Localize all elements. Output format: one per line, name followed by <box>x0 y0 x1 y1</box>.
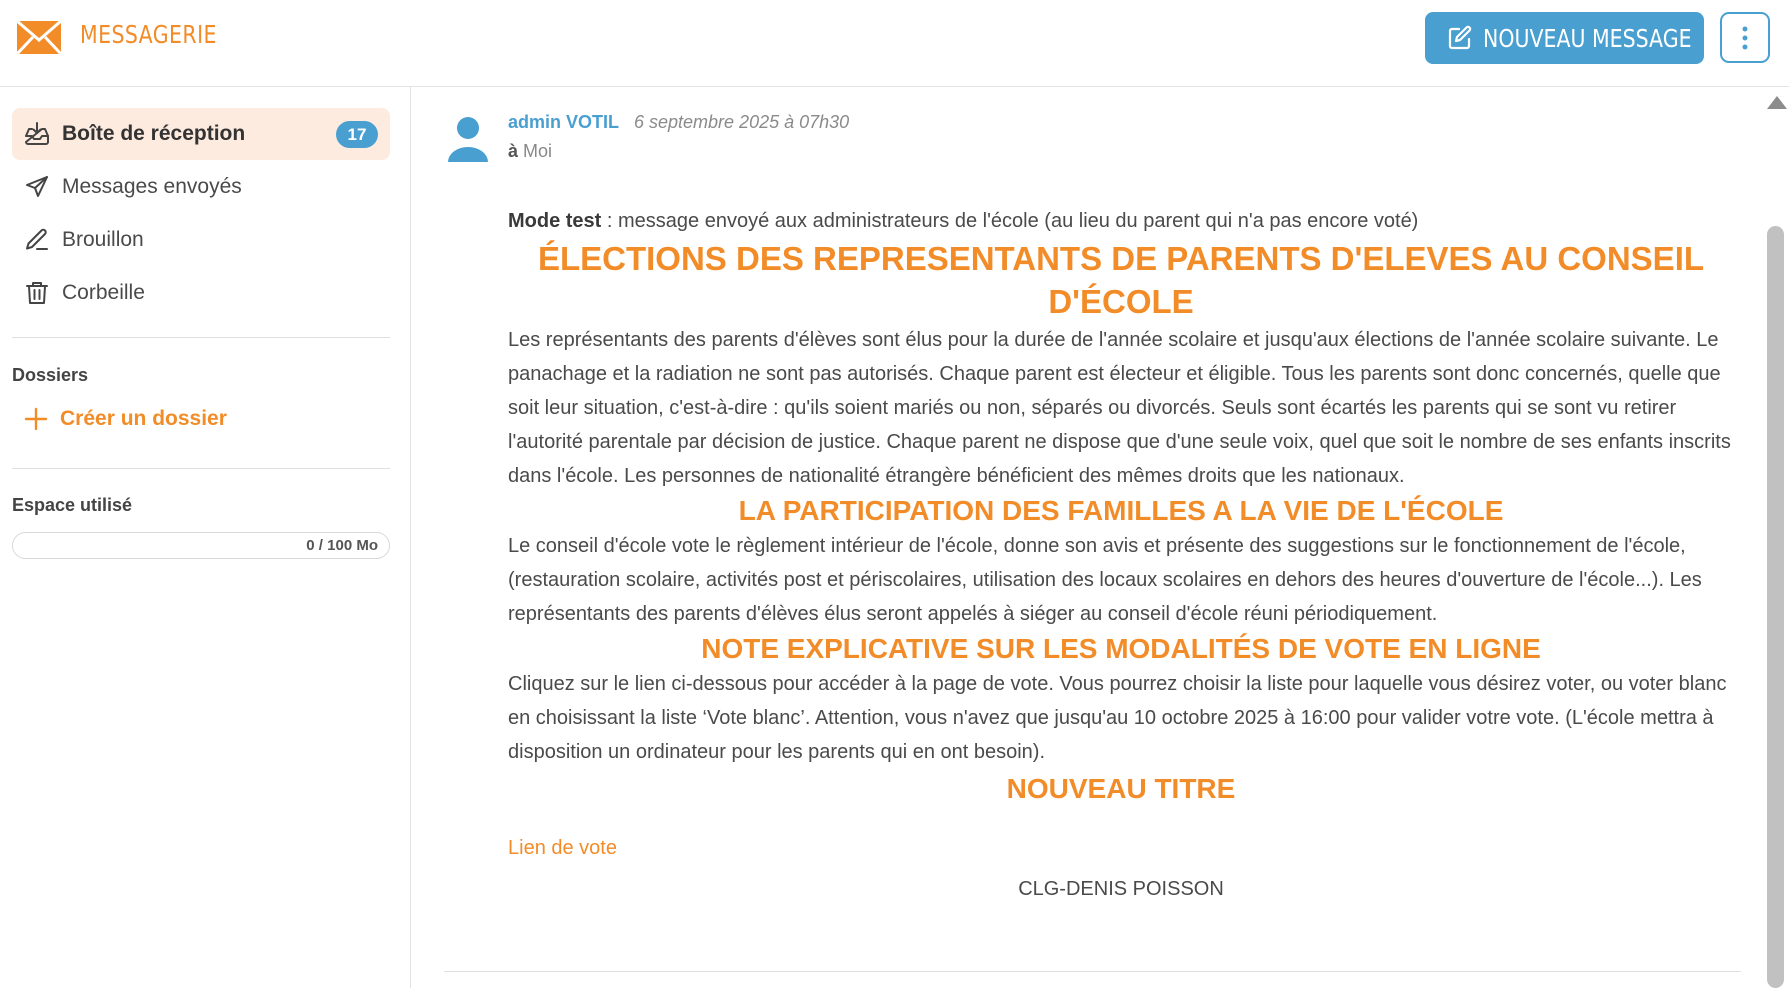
avatar-icon <box>446 116 490 162</box>
message-title: ÉLECTIONS DES REPRESENTANTS DE PARENTS D'ELEVES AU CONSEIL D'ÉCOLE <box>537 240 1705 320</box>
pencil-icon <box>24 227 50 253</box>
send-icon <box>24 174 50 200</box>
unread-count-badge: 17 <box>336 121 378 148</box>
paragraph-participation: Le conseil d'école vote le règlement intérieur de l'école, donne son avis et présente des suggestions sur le fonctionnement de l'école, (restauration scolaire, activités post et périscolaires, utilisation des locaux scolaires en dehors des heures d'ouverture de l'école...). Les représentants des parents d'élèves élus seront appelés à siéger au conseil d'école réuni périodiquement. <box>508 535 1702 625</box>
recipient-line <box>508 141 552 162</box>
sidebar <box>0 87 411 988</box>
folders-heading: Dossiers <box>12 365 89 385</box>
inbox-icon <box>24 121 50 147</box>
sidebar-divider <box>12 337 390 338</box>
message-date: 6 septembre 2025 à 07h30 <box>634 112 850 132</box>
test-mode-label: Mode test <box>508 210 602 232</box>
test-mode-notice <box>508 207 1734 235</box>
heading-participation: LA PARTICIPATION DES FAMILLES A LA VIE DE L'ÉCOLE <box>738 495 1504 526</box>
sidebar-item-label: Messages envoyés <box>62 175 242 198</box>
sidebar-item-label: Brouillon <box>62 228 144 251</box>
kebab-menu-icon <box>1742 26 1748 50</box>
scroll-up-arrow-icon[interactable] <box>1767 96 1787 109</box>
sidebar-item-label: Boîte de réception <box>62 122 246 145</box>
paragraph-vote-instructions: Cliquez sur le lien ci-dessous pour accéder à la page de vote. Vous pourrez choisir la liste pour laquelle vous désirez voter, ou voter blanc en choisissant la liste ‘Vote blanc’. Attention, vous n'avez que jusqu'au 10 octobre 2025 à 16:00 pour valider votre vote. (L'école mettra à disposition un ordinateur pour les parents qui en ont besoin). <box>508 673 1727 763</box>
paragraph-elections: Les représentants des parents d'élèves sont élus pour la durée de l'année scolaire et jusqu'aux élections de l'année scolaire suivante. Le panachage et la radiation ne sont pas autorisés. Chaque parent est électeur et éligible. Tous les parents sont donc concernés, quelle que soit leur situation, c'est-à-dire : qu'ils soient mariés ou non, séparés ou divorcés. Seuls sont écartés les parents qui se sont vu retirer l'autorité parentale par décision de justice. Chaque parent ne dispose que d'une seule voix, quel que soit le nombre de ses enfants inscrits dans l'école. Les personnes de nationalité étrangère bénéficient des mêmes droits que les nationaux. <box>508 329 1731 487</box>
storage-usage-bar <box>12 532 390 559</box>
sidebar-item-inbox[interactable] <box>12 108 390 160</box>
recipient-name: Moi <box>523 141 553 161</box>
message-divider <box>444 971 1741 972</box>
sidebar-item-drafts[interactable] <box>12 214 390 266</box>
test-mode-text: : message envoyé aux administrateurs de l'école (au lieu du parent qui n'a pas encore voté) <box>601 210 1419 232</box>
plus-icon <box>22 405 50 433</box>
envelope-icon <box>16 20 62 55</box>
sidebar-item-label: Corbeille <box>62 281 145 304</box>
app-title: MESSAGERIE <box>80 20 217 49</box>
trash-icon <box>24 280 50 306</box>
sender-name[interactable]: admin VOTIL <box>508 112 620 132</box>
sidebar-item-trash[interactable] <box>12 267 390 319</box>
storage-usage-text: 0 / 100 Mo <box>306 537 378 554</box>
message-view <box>412 88 1766 988</box>
storage-heading: Espace utilisé <box>12 495 133 515</box>
scrollbar-thumb[interactable] <box>1767 226 1784 988</box>
sidebar-divider <box>12 468 390 469</box>
heading-new-title: NOUVEAU TITRE <box>1006 773 1236 804</box>
more-options-button[interactable] <box>1720 12 1770 63</box>
sidebar-item-sent[interactable] <box>12 161 390 213</box>
heading-vote-instructions: NOTE EXPLICATIVE SUR LES MODALITÉS DE VOTE EN LIGNE <box>701 633 1541 664</box>
top-bar <box>0 0 1789 87</box>
new-message-label: NOUVEAU MESSAGE <box>1483 23 1692 53</box>
create-folder-button[interactable] <box>22 405 227 433</box>
recipient-prefix: à <box>508 141 519 161</box>
message-body <box>508 207 1734 901</box>
create-folder-label: Créer un dossier <box>60 407 227 430</box>
edit-icon <box>1447 25 1473 51</box>
new-message-button[interactable] <box>1425 12 1704 64</box>
signature: CLG-DENIS POISSON <box>1018 878 1224 900</box>
vote-link[interactable]: Lien de vote <box>508 837 617 859</box>
